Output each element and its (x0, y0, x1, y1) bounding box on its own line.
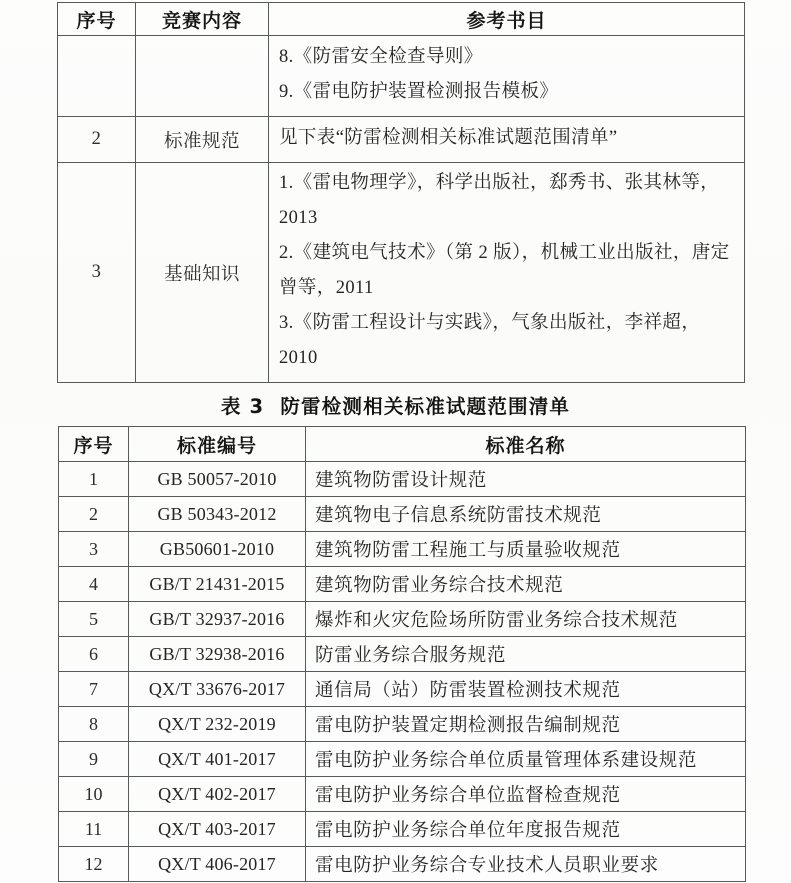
cell-standard-name: 雷电防护业务综合单位质量管理体系建设规范 (306, 742, 746, 777)
cell-standard-name: 雷电防护业务综合单位监督检查规范 (306, 777, 746, 812)
cell-standard-code: QX/T 406-2017 (129, 847, 306, 882)
cell-standard-name: 爆炸和火灾危险场所防雷业务综合技术规范 (306, 602, 746, 637)
column-header-sequence: 序号 (58, 3, 136, 36)
table-row (59, 462, 746, 497)
table-caption-label: 表 3 (220, 395, 265, 418)
cell-reference-books (269, 36, 745, 117)
cell-sequence: 3 (58, 163, 136, 383)
table-row (58, 36, 745, 117)
book-entry: 2.《建筑电气技术》（第 2 版），机械工业出版社，唐定曾等，2011 (279, 243, 730, 298)
table-row (59, 707, 746, 742)
cell-standard-name: 通信局（站）防雷装置检测技术规范 (306, 672, 746, 707)
book-entry: 8.《防雷安全检查导则》 (279, 47, 483, 67)
table-row (59, 812, 746, 847)
cell-standard-name: 建筑物防雷设计规范 (306, 462, 746, 497)
column-header-sequence: 序号 (59, 427, 129, 462)
standards-list-table (58, 426, 746, 882)
cell-sequence: 8 (59, 707, 129, 742)
cell-sequence (58, 36, 136, 117)
cell-standard-name: 建筑物防雷工程施工与质量验收规范 (306, 532, 746, 567)
book-entry: 9.《雷电防护装置检测报告模板》 (279, 82, 559, 102)
table-header-row (58, 3, 745, 36)
table-row (59, 742, 746, 777)
column-header-competition-content: 竞赛内容 (136, 3, 269, 36)
cell-sequence: 9 (59, 742, 129, 777)
cell-standard-name: 防雷业务综合服务规范 (306, 637, 746, 672)
cell-standard-name: 建筑物防雷业务综合技术规范 (306, 567, 746, 602)
column-header-standard-code: 标准编号 (129, 427, 306, 462)
book-entry: 1.《雷电物理学》，科学出版社，郄秀书、张其林等，2013 (279, 173, 720, 228)
cell-standard-code: QX/T 401-2017 (129, 742, 306, 777)
cell-standard-code: GB 50057-2010 (129, 462, 306, 497)
cell-standard-name: 建筑物电子信息系统防雷技术规范 (306, 497, 746, 532)
cell-standard-name: 雷电防护装置定期检测报告编制规范 (306, 707, 746, 742)
cell-sequence: 5 (59, 602, 129, 637)
cell-sequence: 7 (59, 672, 129, 707)
cell-sequence: 2 (59, 497, 129, 532)
table-row (59, 847, 746, 882)
cell-topic: 标准规范 (136, 117, 269, 163)
cell-standard-code: QX/T 402-2017 (129, 777, 306, 812)
cell-sequence: 2 (58, 117, 136, 163)
cell-sequence: 6 (59, 637, 129, 672)
cell-standard-name: 雷电防护业务综合专业技术人员职业要求 (306, 847, 746, 882)
table-header-row (59, 427, 746, 462)
table-caption (0, 391, 791, 419)
cell-topic: 基础知识 (136, 163, 269, 383)
cell-standard-code: QX/T 232-2019 (129, 707, 306, 742)
cell-sequence: 1 (59, 462, 129, 497)
table-row (59, 672, 746, 707)
cell-standard-name: 雷电防护业务综合单位年度报告规范 (306, 812, 746, 847)
table-row (59, 497, 746, 532)
table-row (59, 567, 746, 602)
table-row (58, 117, 745, 163)
column-header-standard-name: 标准名称 (306, 427, 746, 462)
book-entry: 见下表“防雷检测相关标准试题范围清单” (279, 128, 618, 148)
cell-sequence: 12 (59, 847, 129, 882)
cell-standard-code: QX/T 33676-2017 (129, 672, 306, 707)
book-entry: 3.《防雷工程设计与实践》，气象出版社，李祥超，2010 (279, 313, 701, 368)
column-header-reference-books: 参考书目 (269, 3, 745, 36)
cell-sequence: 11 (59, 812, 129, 847)
table-row (59, 637, 746, 672)
table-row (59, 532, 746, 567)
cell-standard-code: GB/T 32938-2016 (129, 637, 306, 672)
cell-sequence: 10 (59, 777, 129, 812)
table-row (59, 602, 746, 637)
cell-reference-books (269, 117, 745, 163)
table-row (59, 777, 746, 812)
cell-reference-books (269, 163, 745, 383)
cell-topic (136, 36, 269, 117)
cell-standard-code: GB50601-2010 (129, 532, 306, 567)
cell-standard-code: QX/T 403-2017 (129, 812, 306, 847)
table-caption-title: 防雷检测相关标准试题范围清单 (280, 395, 571, 418)
cell-sequence: 4 (59, 567, 129, 602)
table-row (58, 163, 745, 383)
cell-standard-code: GB/T 21431-2015 (129, 567, 306, 602)
cell-standard-code: GB/T 32937-2016 (129, 602, 306, 637)
competition-content-table (57, 2, 745, 383)
cell-sequence: 3 (59, 532, 129, 567)
cell-standard-code: GB 50343-2012 (129, 497, 306, 532)
